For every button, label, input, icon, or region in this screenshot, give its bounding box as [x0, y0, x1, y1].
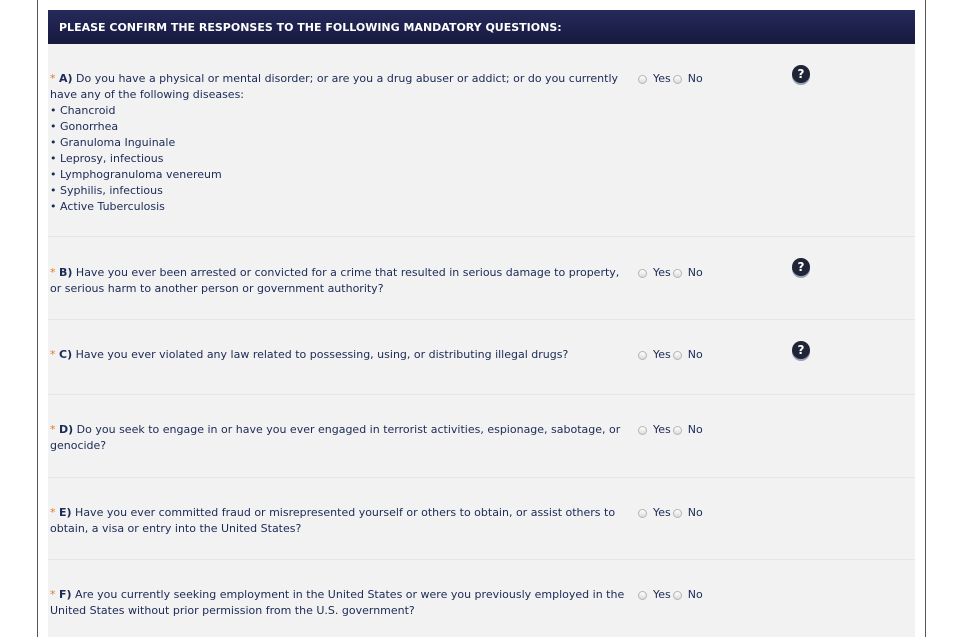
yes-radio-e[interactable] — [638, 509, 647, 518]
question-body: Do you have a physical or mental disorder; or are you a drug abuser or addict; or do you currently have any of the following diseases: — [50, 72, 619, 101]
question-row-f — [48, 560, 915, 637]
required-marker: * — [50, 72, 56, 85]
yes-label: Yes — [653, 588, 671, 601]
question-row-c — [48, 320, 915, 395]
question-row-a — [48, 44, 915, 237]
answer-group-a — [638, 71, 703, 87]
required-marker: * — [50, 588, 56, 601]
list-item: • Active Tuberculosis — [50, 199, 625, 215]
section-title: PLEASE CONFIRM THE RESPONSES TO THE FOLLOWING MANDATORY QUESTIONS: — [59, 20, 562, 34]
required-marker: * — [50, 423, 56, 436]
question-body: Have you ever committed fraud or misrepresented yourself or others to obtain, or assist others to obtain, a visa or entry into the United States? — [50, 506, 616, 535]
question-letter: E) — [59, 506, 72, 519]
question-text-d — [50, 422, 625, 454]
answer-group-b — [638, 265, 703, 281]
disease-list — [50, 103, 625, 215]
question-body: Have you ever violated any law related to possessing, using, or distributing illegal drugs? — [75, 348, 569, 361]
question-text-f — [50, 587, 625, 619]
required-marker: * — [50, 348, 56, 361]
list-item: • Leprosy, infectious — [50, 151, 625, 167]
list-item: • Granuloma Inguinale — [50, 135, 625, 151]
question-letter: C) — [59, 348, 73, 361]
question-letter: D) — [59, 423, 74, 436]
help-icon[interactable]: ? — [792, 341, 810, 359]
answer-group-c — [638, 347, 703, 363]
question-row-d — [48, 395, 915, 478]
list-item: • Lymphogranuloma venereum — [50, 167, 625, 183]
no-label: No — [687, 348, 703, 361]
answer-group-e — [638, 505, 703, 521]
question-row-b — [48, 237, 915, 320]
no-radio-b[interactable] — [673, 269, 682, 278]
no-radio-d[interactable] — [673, 426, 682, 435]
no-label: No — [687, 588, 703, 601]
no-radio-f[interactable] — [673, 591, 682, 600]
question-letter: F) — [59, 588, 72, 601]
no-label: No — [687, 72, 703, 85]
question-text-e — [50, 505, 625, 537]
yes-radio-d[interactable] — [638, 426, 647, 435]
question-text-c — [50, 347, 625, 363]
no-label: No — [687, 506, 703, 519]
yes-radio-b[interactable] — [638, 269, 647, 278]
required-marker: * — [50, 266, 56, 279]
help-icon[interactable]: ? — [792, 65, 810, 83]
answer-group-d — [638, 422, 703, 438]
no-label: No — [687, 266, 703, 279]
question-text-b — [50, 265, 625, 297]
no-label: No — [687, 423, 703, 436]
yes-radio-f[interactable] — [638, 591, 647, 600]
yes-radio-c[interactable] — [638, 351, 647, 360]
no-radio-e[interactable] — [673, 509, 682, 518]
list-item: • Gonorrhea — [50, 119, 625, 135]
yes-radio-a[interactable] — [638, 75, 647, 84]
yes-label: Yes — [653, 348, 671, 361]
no-radio-a[interactable] — [673, 75, 682, 84]
list-item: • Syphilis, infectious — [50, 183, 625, 199]
question-letter: B) — [59, 266, 73, 279]
no-radio-c[interactable] — [673, 351, 682, 360]
required-marker: * — [50, 506, 56, 519]
question-body: Are you currently seeking employment in the United States or were you previously employed in the United States without prior permission from the U.S. government? — [50, 588, 625, 617]
answer-group-f — [638, 587, 703, 603]
question-body: Have you ever been arrested or convicted for a crime that resulted in serious damage to property, or serious harm to another person or government authority? — [50, 266, 620, 295]
question-letter: A) — [59, 72, 73, 85]
section-header — [48, 10, 915, 44]
question-text-a — [50, 71, 625, 215]
help-icon[interactable]: ? — [792, 258, 810, 276]
yes-label: Yes — [653, 423, 671, 436]
yes-label: Yes — [653, 506, 671, 519]
yes-label: Yes — [653, 72, 671, 85]
yes-label: Yes — [653, 266, 671, 279]
list-item: • Chancroid — [50, 103, 625, 119]
question-body: Do you seek to engage in or have you ever engaged in terrorist activities, espionage, sabotage, or genocide? — [50, 423, 621, 452]
question-row-e — [48, 478, 915, 560]
